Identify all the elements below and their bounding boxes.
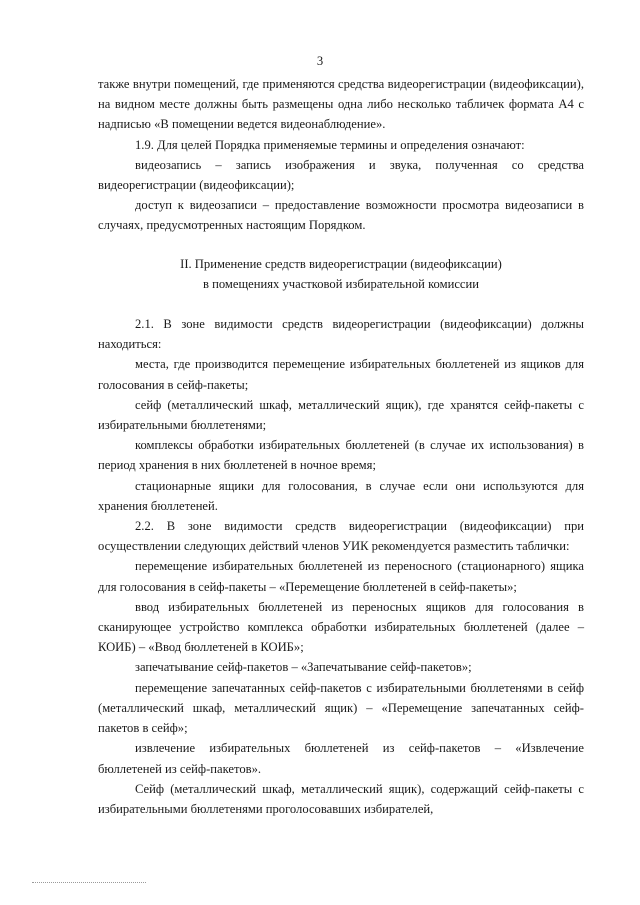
footer-dotted-line	[32, 882, 146, 883]
section-heading-line: в помещениях участковой избирательной комиссии	[203, 276, 479, 291]
paragraph: сейф (металлический шкаф, металлический ящик), где хранятся сейф-пакеты с избирательными бюллетенями;	[98, 397, 584, 433]
paragraph: 2.1. В зоне видимости средств видеорегистрации (видеофиксации) должны находиться:	[98, 317, 584, 352]
page-number: 3	[316, 54, 324, 68]
paragraph: запечатывание сейф-пакетов – «Запечатывание сейф-пакетов»;	[135, 660, 472, 675]
paragraph: извлечение избирательных бюллетеней из сейф-пакетов – «Извлечение бюллетеней из сейф-пакетов».	[98, 741, 584, 776]
section-spacer	[98, 294, 584, 314]
section-spacer	[98, 236, 584, 254]
paragraph: ввод избирательных бюллетеней из переносных ящиков для голосования в сканирующее устройство комплекса обработки избирательных бюллетеней (далее – КОИБ) – «Ввод бюллетеней в КОИБ»;	[98, 599, 584, 655]
paragraph: доступ к видеозаписи – предоставление возможности просмотра видеозаписи в случаях, предусмотренных настоящим Порядком.	[98, 198, 584, 233]
paragraph: перемещение избирательных бюллетеней из переносного (стационарного) ящика для голосования в сейф-пакеты – «Перемещение бюллетеней в сейф-пакеты»;	[98, 559, 584, 594]
document-body	[98, 74, 584, 819]
paragraph: комплексы обработки избирательных бюллетеней (в случае их использования) в период хранения в них бюллетеней в ночное время;	[98, 438, 584, 473]
section-heading	[98, 254, 584, 294]
paragraph: Сейф (металлический шкаф, металлический ящик), содержащий сейф-пакеты с избирательными бюллетенями проголосовавших избирателей,	[98, 781, 584, 816]
paragraph: 2.2. В зоне видимости средств видеорегистрации (видеофиксации) при осуществлении следующих действий членов УИК рекомендуется разместить таблички:	[98, 519, 584, 554]
section-heading-line: II. Применение средств видеорегистрации (видеофиксации)	[180, 256, 502, 271]
paragraph: также внутри помещений, где применяются средства видеорегистрации (видеофиксации), на видном месте должны быть размещены одна либо несколько табличек формата А4 с надписью «В помещении ведется видеонаблюдение».	[98, 77, 584, 132]
paragraph: стационарные ящики для голосования, в случае если они используются для хранения бюллетеней.	[98, 478, 584, 513]
paragraph: 1.9. Для целей Порядка применяемые термины и определения означают:	[135, 137, 525, 152]
paragraph: видеозапись – запись изображения и звука, полученная со средства видеорегистрации (видеофиксации);	[98, 157, 584, 193]
paragraph: места, где производится перемещение избирательных бюллетеней из ящиков для голосования в сейф-пакеты;	[98, 357, 584, 392]
paragraph: перемещение запечатанных сейф-пакетов с избирательными бюллетенями в сейф (металлический шкаф, металлический ящик) – «Перемещение запечатанных сейф-пакетов в сейф»;	[98, 680, 584, 736]
